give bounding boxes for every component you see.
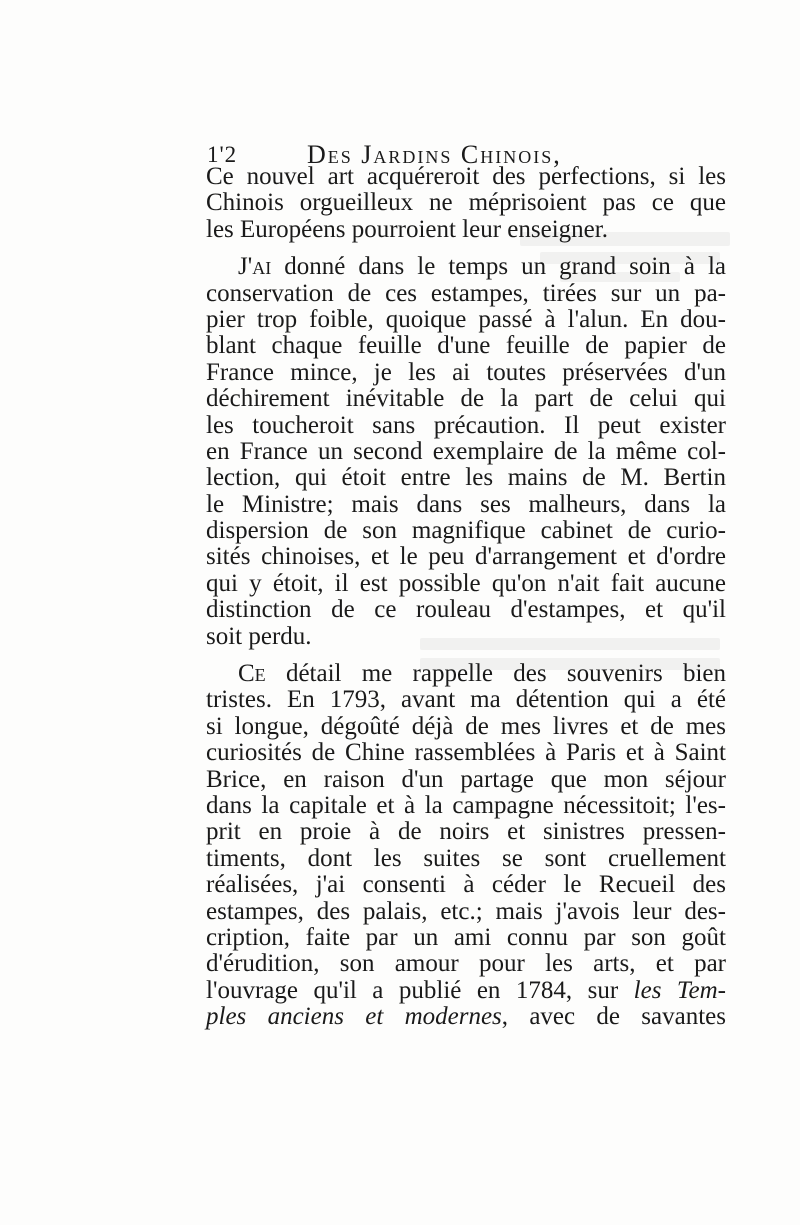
text-line: si longue, dégoûté déjà de mes livres et de mes [206,712,726,740]
text-line: ples anciens et modernes, avec de savantes [206,1003,726,1031]
italic-title: ples anciens et modernes [206,1003,502,1031]
lead-word: Ce [238,660,266,688]
text-line: Brice, en raison d'un partage que mon séjour [206,765,726,793]
page-number: 1'2 [207,142,238,167]
text-line: qui y étoit, il est possible qu'on n'ait fait aucune [206,569,726,597]
text-line: France mince, je les ai toutes préservées d'un [206,358,726,386]
text-line: lection, qui étoit entre les mains de M. Bertin [206,464,726,492]
lead-word: J'ai [238,253,272,281]
text-line: distinction de ce rouleau d'estampes, et qu'il [206,596,726,624]
text-line: cription, faite par un ami connu par son goût [206,923,726,951]
text-line: tristes. En 1793, avant ma détention qui a été [206,686,726,714]
text-line: blant chaque feuille d'une feuille de papier de [206,332,726,360]
text-line: soit perdu. [206,622,312,650]
text-line: curiosités de Chine rassemblées à Paris et à Saint [206,739,726,767]
text-line: dispersion de son magnifique cabinet de curio- [206,517,726,545]
text-line: en France un second exemplaire de la même col- [206,437,726,465]
text-line: d'érudition, son amour pour les arts, et par [206,950,726,978]
text-line: prit en proie à de noirs et sinistres pressen- [206,818,726,846]
text-line: conservation de ces estampes, tirées sur un pa- [206,279,726,307]
text-line: timents, dont les suites se sont cruellement [206,844,726,872]
text-line: dans la capitale et à la campagne nécessitoit; l'es- [206,791,726,819]
body-text [206,164,726,1031]
text-line: estampes, des palais, etc.; mais j'avois leur des- [206,897,726,925]
text-line: réalisées, j'ai consenti à céder le Recueil des [206,871,726,899]
italic-title: les Tem- [633,976,726,1004]
text-line: Ce nouvel art acquéreroit des perfections, si les [206,163,726,190]
text-line: l'ouvrage qu'il a publié en 1784, sur les Tem- [206,976,726,1004]
text-line: le Ministre; mais dans ses malheurs, dans la [206,490,726,518]
running-title: Des Jardins Chinois, [307,140,562,169]
text-line: Ce détail me rappelle des souvenirs bien [238,660,726,688]
text-line: les Européens pourroient leur enseigner. [206,215,608,243]
text-line: Chinois orgueilleux ne méprisoient pas ce que [206,189,726,217]
text-line: sités chinoises, et le peu d'arrangement et d'ordre [206,543,726,571]
text-line: pier trop foible, quoique passé à l'alun. En dou- [206,305,726,333]
text-line: J'ai donné dans le temps un grand soin à la [238,253,727,281]
text-line: les toucheroit sans précaution. Il peut exister [206,411,726,439]
text-line: déchirement inévitable de la part de celui qui [206,385,726,413]
